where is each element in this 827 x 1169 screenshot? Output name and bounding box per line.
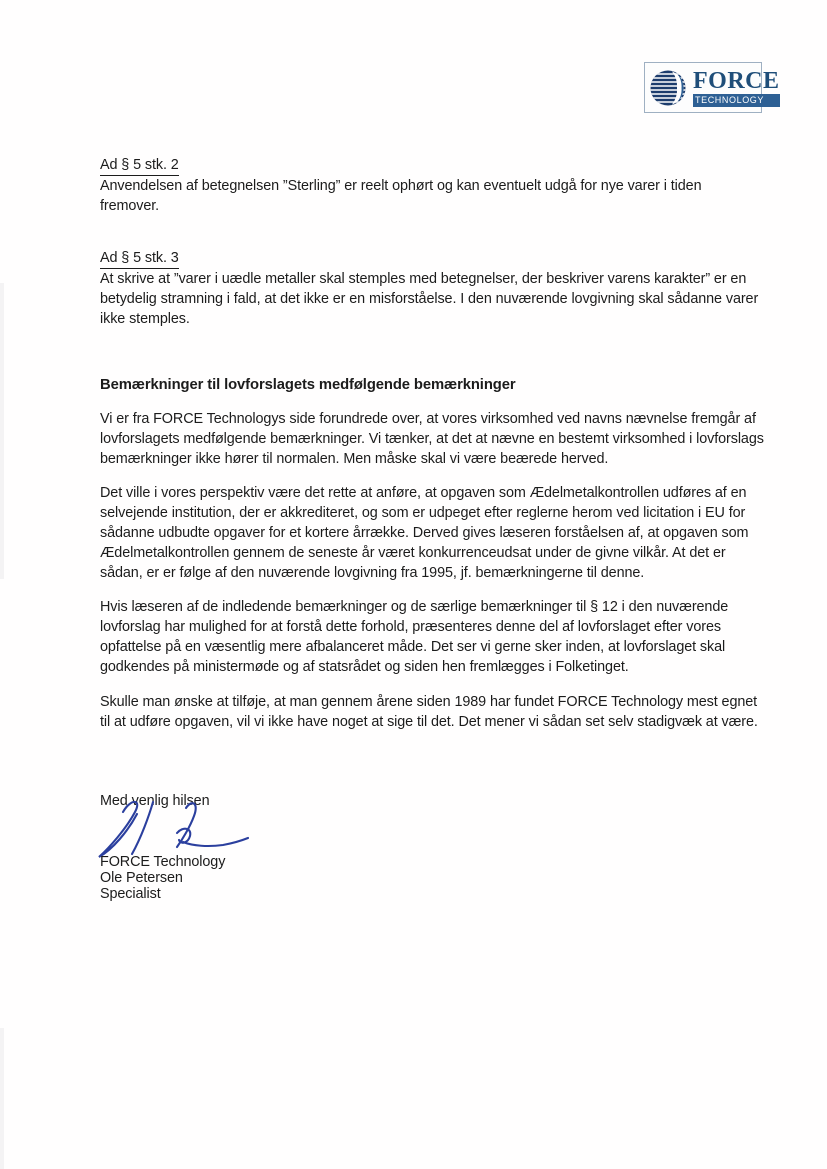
section-ad-5-stk-3 bbox=[100, 248, 764, 329]
remarks-paragraph-3: Hvis læseren af de indledende bemærkninger og de særlige bemærkninger til § 12 i den nuværende lovforslag har mulighed for at forstå dette forhold, præsenteres denne del af lovforslaget efter vores opfattelse på en væsentlig mere afbalanceret måde. Det ser vi gerne sker inden, at lovforslaget skal godkendes på ministermøde og af statsrådet og siden hen fremlægges i Folketinget. bbox=[100, 599, 729, 675]
section-ad-5-stk-2 bbox=[100, 155, 764, 216]
logo-wordmark bbox=[693, 69, 780, 107]
remarks-heading: Bemærkninger til lovforslagets medfølgende bemærkninger bbox=[100, 377, 516, 393]
section-body-ad-5-stk-3: At skrive at ”varer i uædle metaller skal stemples med betegnelser, der beskriver varens karakter” er en betydelig stramning i fald, at det ikke er en misforståelse. I den nuværende lovgivning skal sådanne varer ikke stemples. bbox=[100, 271, 759, 327]
logo-force-text: FORCE bbox=[693, 67, 780, 94]
logo-technology-text: TECHNOLOGY bbox=[693, 94, 780, 107]
remarks-paragraph-2: Det ville i vores perspektiv være det rette at anføre, at opgaven som Ædelmetalkontrollen udføres af en selvejende institution, der er akkrediteret, og som er udpeget efter reglerne herom ved licitation i EU for sådanne udbudte opgaver for et kortere årrække. Derved gives læseren forståelsen af, at opgaven som Ædelmetalkontrollen gennem de seneste år været konkurrenceudsat under de givne vilkår. At det er sådan, er er følge af den nuværende lovgivning fra 1995, jf. bemærkningerne til denne. bbox=[100, 485, 749, 581]
globe-icon bbox=[648, 66, 692, 110]
scan-edge-artifact bbox=[0, 283, 4, 579]
section-body-ad-5-stk-2: Anvendelsen af betegnelsen ”Sterling” er reelt ophørt og kan eventuelt udgå for nye varer i tiden fremover. bbox=[100, 178, 702, 214]
remarks-paragraph-4: Skulle man ønske at tilføje, at man gennem årene siden 1989 har fundet FORCE Technology mest egnet til at udføre opgaven, vil vi ikke have noget at sige til det. Det mener vi sådan set selv stadigvæk at være. bbox=[100, 694, 758, 730]
section-heading-ad-5-stk-2: Ad § 5 stk. 2 bbox=[100, 155, 179, 176]
force-technology-logo bbox=[644, 62, 780, 113]
scan-edge-artifact bbox=[0, 1028, 4, 1169]
closing-title: Specialist bbox=[100, 886, 161, 902]
remarks-paragraph-1: Vi er fra FORCE Technologys side forundrede over, at vores virksomhed ved navns nævnelse fremgår af lovforslagets medfølgende bemærkninger. Vi tænker, at det at nævne en bestemt virksomhed i lovforslags bemærkninger ikke hører til normalen. Men måske skal vi være beærede herved. bbox=[100, 411, 764, 467]
closing-name: Ole Petersen bbox=[100, 870, 183, 886]
section-heading-ad-5-stk-3: Ad § 5 stk. 3 bbox=[100, 248, 179, 269]
closing-company: FORCE Technology bbox=[100, 854, 226, 870]
salutation: Med venlig hilsen bbox=[100, 793, 210, 809]
handwritten-signature bbox=[93, 796, 255, 860]
